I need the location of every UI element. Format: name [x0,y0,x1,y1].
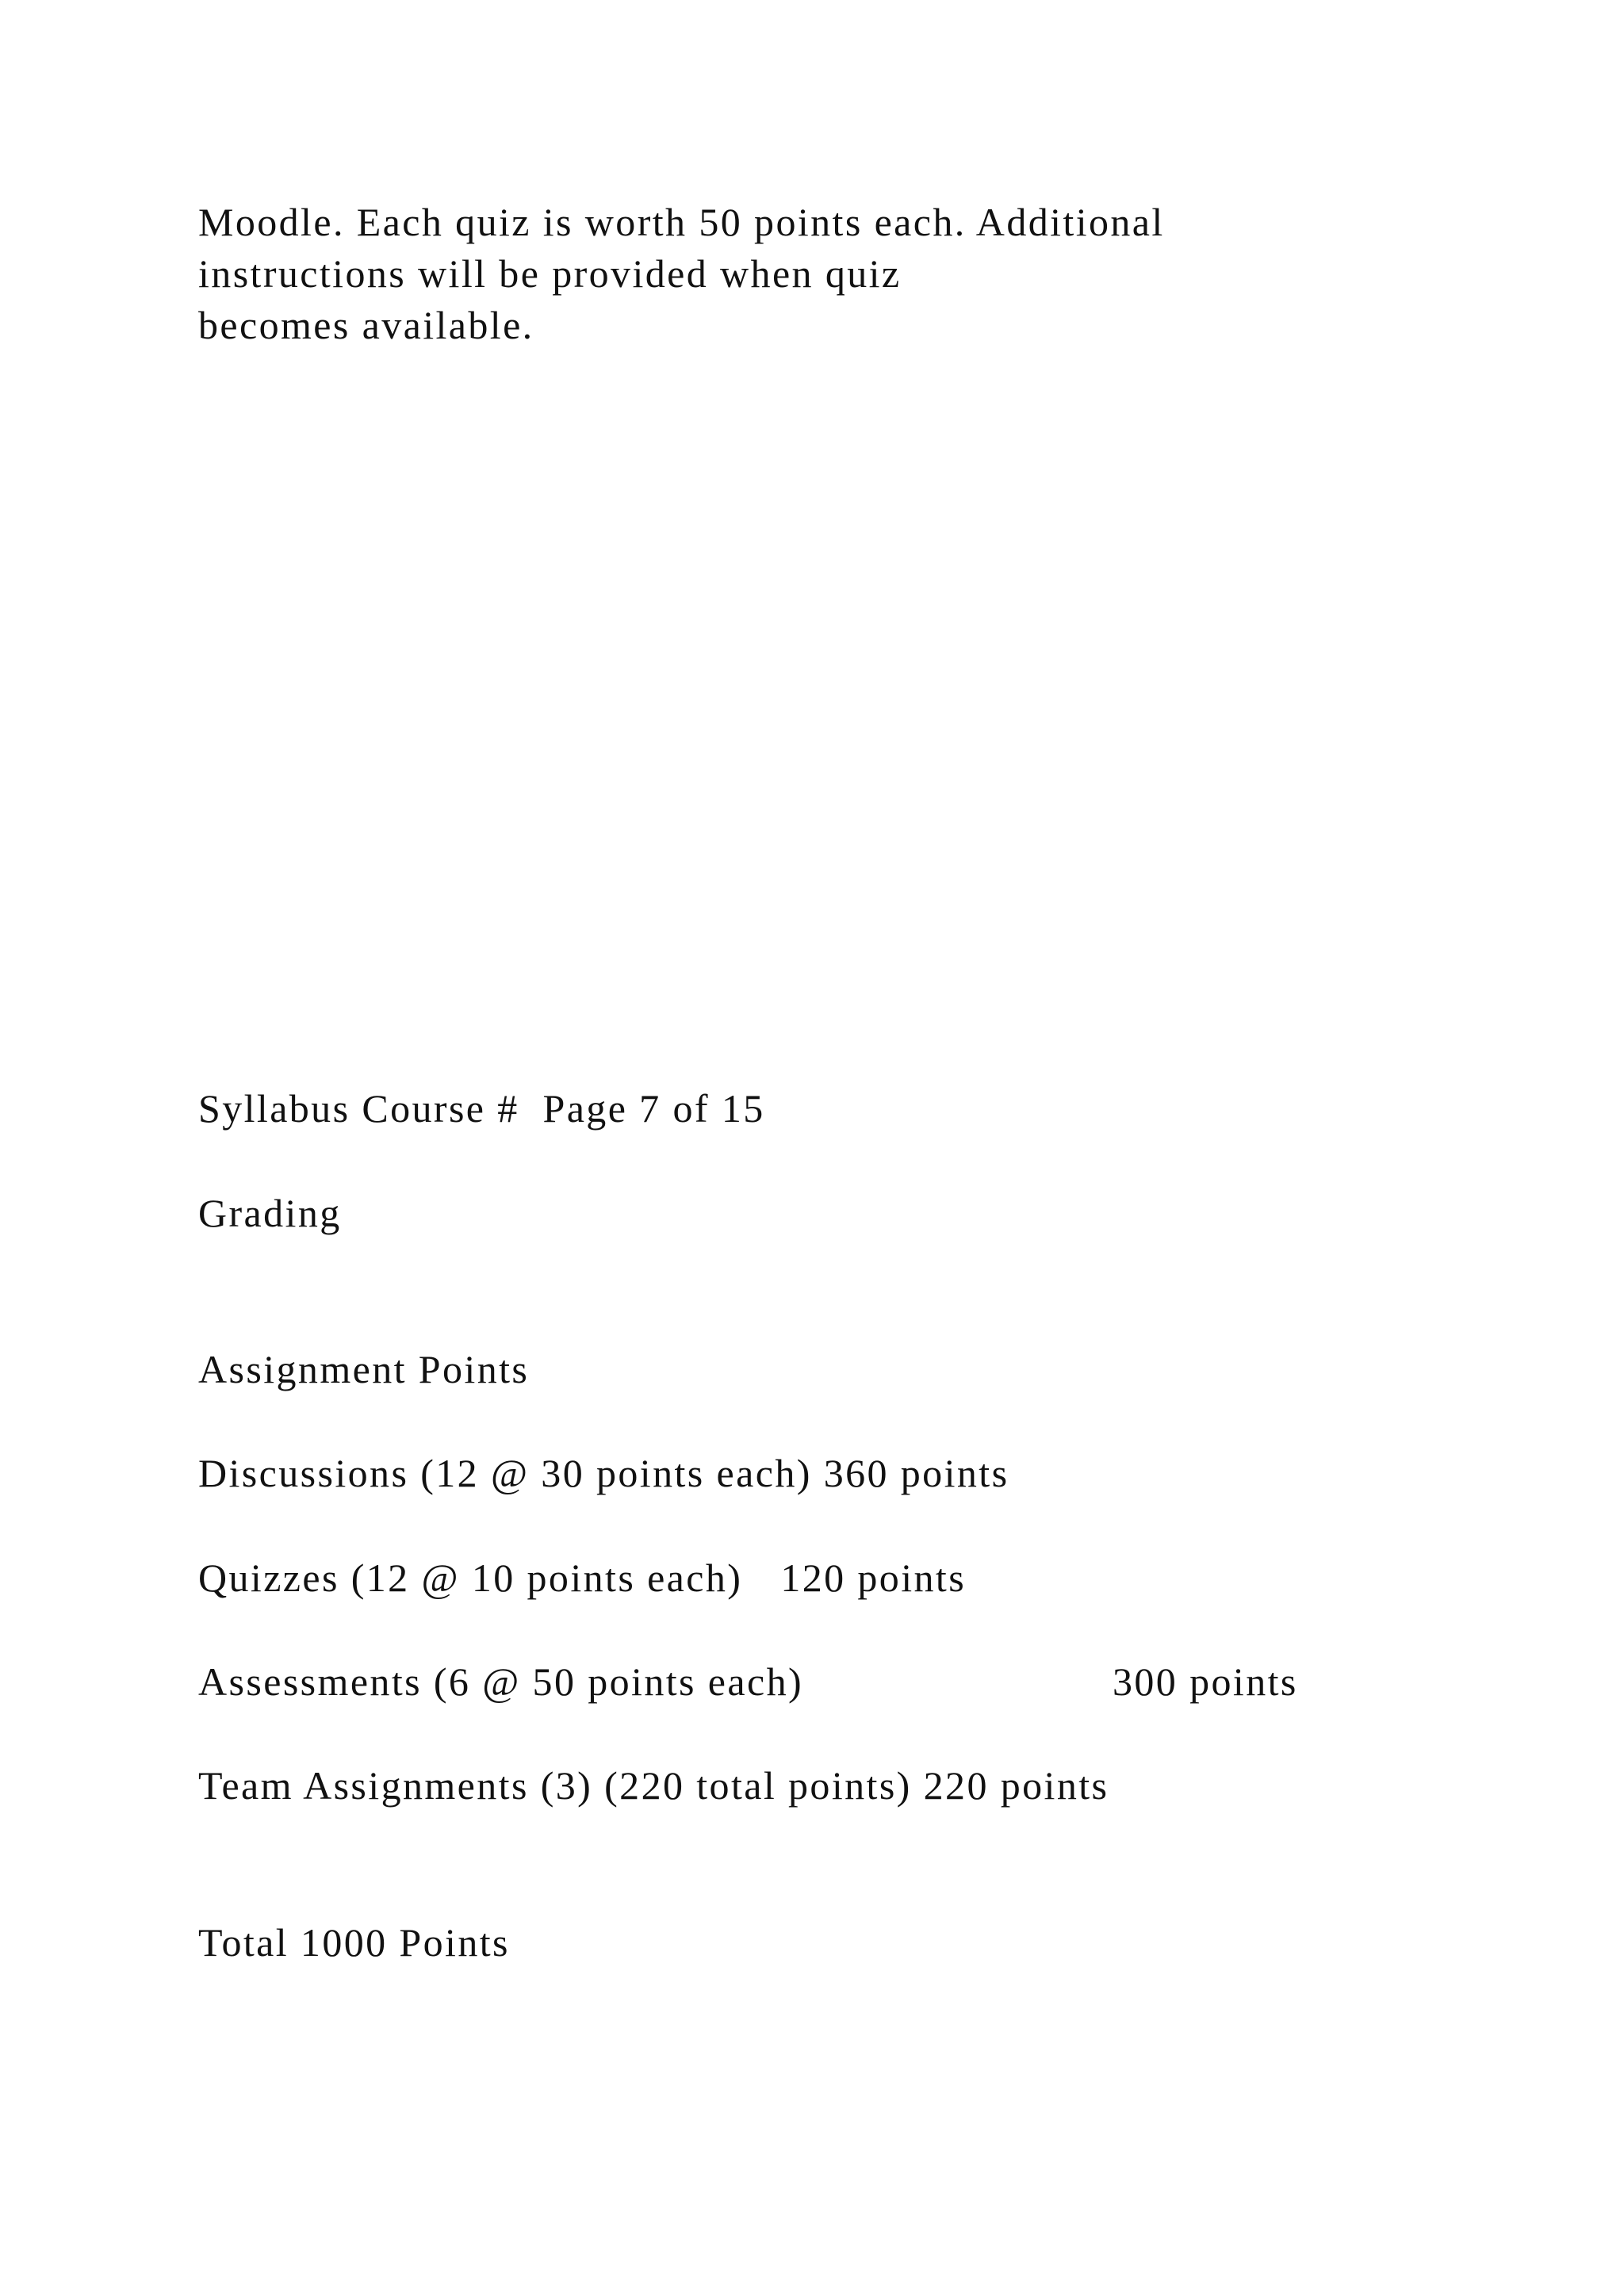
grading-total: Total 1000 Points [198,1920,510,1965]
row-points: 220 points [923,1763,1109,1808]
row-points: 120 points [780,1556,967,1600]
grading-row-quizzes [198,1552,966,1603]
row-points: 300 points [1113,1659,1298,1704]
row-label: Quizzes (12 @ 10 points each) [198,1556,743,1600]
row-label: Discussions (12 @ 30 points each) [198,1451,812,1495]
quiz-instructions-paragraph [198,197,1165,351]
grading-row-discussions [198,1448,1009,1498]
row-label: Team Assignments (3) (220 total points) [198,1763,912,1808]
grading-row-assessments [198,1656,1298,1707]
paragraph-line: Moodle. Each quiz is worth 50 points each. Additional [198,200,1165,244]
paragraph-line: instructions will be provided when quiz [198,251,902,296]
section-heading-grading: Grading [198,1191,342,1235]
page-footer: Syllabus Course # Page 7 of 15 [198,1086,765,1131]
paragraph-line: becomes available. [198,303,534,347]
row-points: 360 points [823,1451,1009,1495]
row-label: Assessments (6 @ 50 points each) [198,1659,804,1704]
grading-table-header: Assignment Points [198,1347,530,1391]
grading-row-team-assignments [198,1760,1109,1811]
